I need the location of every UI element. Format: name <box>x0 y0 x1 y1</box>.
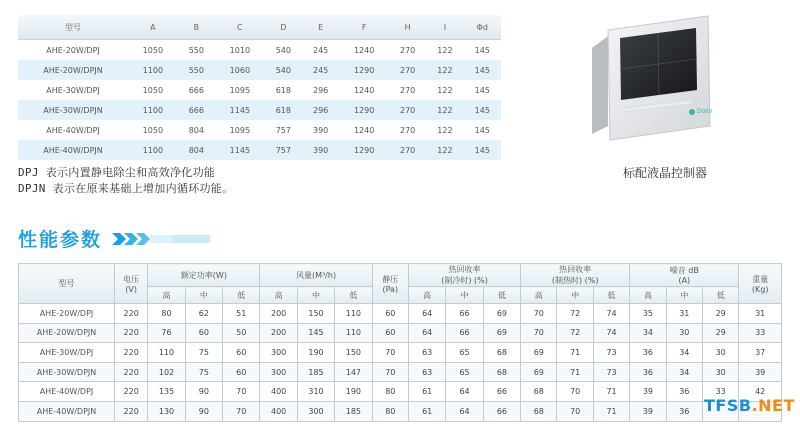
performance-value-cell: 70 <box>372 343 408 363</box>
performance-value-cell: 76 <box>148 323 185 343</box>
lcd-controller-image <box>580 8 730 148</box>
dimension-value-cell: 145 <box>464 100 501 120</box>
performance-table-body <box>19 304 782 422</box>
section-title: 性能参数 <box>18 229 103 251</box>
dim-header-a: A <box>128 15 178 40</box>
performance-value-cell: 75 <box>185 343 222 363</box>
device-caption: 标配液晶控制器 <box>623 166 708 180</box>
dimension-model-cell: AHE-40W/DPJN <box>18 140 128 160</box>
dimension-value-cell: 1290 <box>339 140 389 160</box>
dimension-value-cell: 270 <box>389 140 426 160</box>
performance-value-cell: 64 <box>446 401 483 421</box>
performance-value-cell: 200 <box>260 304 297 324</box>
dimension-value-cell: 1010 <box>215 40 265 61</box>
performance-model-cell: AHE-30W/DPJ <box>19 343 115 363</box>
performance-value-cell: 200 <box>260 323 297 343</box>
dimension-value-cell: 757 <box>265 140 302 160</box>
performance-value-cell: 68 <box>521 382 557 402</box>
performance-model-cell: AHE-30W/DPJN <box>19 362 115 382</box>
static-pressure-label: 静压 <box>382 274 399 284</box>
performance-value-cell: 185 <box>335 401 372 421</box>
performance-value-cell: 63 <box>408 362 445 382</box>
performance-value-cell: 66 <box>483 401 520 421</box>
performance-value-cell: 39 <box>630 382 666 402</box>
dimension-value-cell: 540 <box>265 40 302 61</box>
dimension-value-cell: 1050 <box>128 120 178 140</box>
dimension-row <box>18 40 501 61</box>
dimension-value-cell: 122 <box>426 40 463 61</box>
dimension-value-cell: 145 <box>464 120 501 140</box>
performance-value-cell: 300 <box>260 362 297 382</box>
heat-heat-label: 热回收率 <box>559 265 592 274</box>
dim-header-b: B <box>178 15 215 40</box>
performance-value-cell: 150 <box>335 343 372 363</box>
performance-value-cell: 62 <box>185 304 222 324</box>
dimension-value-cell: 1290 <box>339 100 389 120</box>
dimension-header-row <box>18 15 501 40</box>
dimension-value-cell: 270 <box>389 40 426 61</box>
performance-value-cell: 70 <box>372 362 408 382</box>
dimension-table <box>18 15 501 160</box>
performance-value-cell: 220 <box>114 401 147 421</box>
performance-value-cell: 80 <box>372 382 408 402</box>
performance-value-cell: 37 <box>739 343 782 363</box>
performance-value-cell: 42 <box>739 382 782 402</box>
heat-heat-low: 低 <box>593 287 629 304</box>
dim-header-c: C <box>215 15 265 40</box>
performance-value-cell: 60 <box>223 343 260 363</box>
note-dpjn: DPJN 表示在原来基础上增加内循环功能。 <box>18 182 234 195</box>
dim-header-d: D <box>265 15 302 40</box>
performance-value-cell: 30 <box>703 343 739 363</box>
performance-model-cell: AHE-40W/DPJN <box>19 401 115 421</box>
perf-header-power: 额定功率(W) <box>148 264 260 287</box>
performance-value-cell: 64 <box>408 323 445 343</box>
performance-model-cell: AHE-20W/DPJN <box>19 323 115 343</box>
dimension-model-cell: AHE-30W/DPJN <box>18 100 128 120</box>
performance-model-cell: AHE-40W/DPJ <box>19 382 115 402</box>
dim-header-f: F <box>339 15 389 40</box>
performance-value-cell: 51 <box>223 304 260 324</box>
perf-header-heat-cool <box>408 264 520 287</box>
performance-value-cell: 220 <box>114 362 147 382</box>
performance-value-cell: 69 <box>521 362 557 382</box>
dimension-value-cell: 245 <box>302 40 339 61</box>
dimension-value-cell: 1095 <box>215 80 265 100</box>
performance-value-cell: 36 <box>666 401 702 421</box>
dimension-value-cell: 540 <box>265 60 302 80</box>
dimension-value-cell: 550 <box>178 40 215 61</box>
dim-header-e: E <box>302 15 339 40</box>
dimension-row <box>18 60 501 80</box>
heat-heat-high: 高 <box>521 287 557 304</box>
dimension-value-cell: 550 <box>178 60 215 80</box>
performance-value-cell: 60 <box>372 304 408 324</box>
performance-value-cell: 220 <box>114 343 147 363</box>
noise-label: 噪音 dB <box>669 266 699 275</box>
performance-value-cell: 400 <box>260 382 297 402</box>
dimension-value-cell: 757 <box>265 120 302 140</box>
performance-value-cell: 66 <box>446 304 483 324</box>
performance-value-cell: 66 <box>446 323 483 343</box>
watermark-part-2: .NET <box>751 396 795 415</box>
performance-value-cell: 61 <box>408 401 445 421</box>
dimension-value-cell: 270 <box>389 120 426 140</box>
perf-header-voltage <box>114 264 147 304</box>
dimension-value-cell: 270 <box>389 100 426 120</box>
dimension-value-cell: 122 <box>426 140 463 160</box>
dimension-value-cell: 145 <box>464 40 501 61</box>
performance-value-cell: 71 <box>557 343 593 363</box>
performance-value-cell: 310 <box>297 382 334 402</box>
performance-value-cell: 220 <box>114 382 147 402</box>
performance-value-cell: 30 <box>666 323 702 343</box>
performance-value-cell: 75 <box>185 362 222 382</box>
performance-value-cell: 90 <box>185 401 222 421</box>
dimension-value-cell: 1100 <box>128 100 178 120</box>
static-pressure-unit: (Pa) <box>382 284 399 294</box>
performance-value-cell: 68 <box>521 401 557 421</box>
performance-value-cell: 300 <box>297 401 334 421</box>
performance-value-cell: 72 <box>557 304 593 324</box>
performance-row <box>19 362 782 382</box>
performance-value-cell: 72 <box>557 323 593 343</box>
dimension-model-cell: AHE-40W/DPJ <box>18 120 128 140</box>
performance-value-cell: 147 <box>335 362 372 382</box>
voltage-label: 电压 <box>123 274 140 284</box>
performance-value-cell: 70 <box>557 401 593 421</box>
performance-value-cell: 300 <box>260 343 297 363</box>
performance-value-cell: 71 <box>557 362 593 382</box>
performance-value-cell: 74 <box>593 323 629 343</box>
weight-unit: (Kg) <box>751 284 769 294</box>
dimension-value-cell: 1100 <box>128 60 178 80</box>
dimension-model-cell: AHE-20W/DPJ <box>18 40 128 61</box>
heat-cool-low: 低 <box>483 287 520 304</box>
performance-value-cell: 69 <box>483 323 520 343</box>
performance-row <box>19 304 782 324</box>
performance-value-cell: 70 <box>521 304 557 324</box>
dimension-row <box>18 100 501 120</box>
dimension-value-cell: 296 <box>302 80 339 100</box>
heat-cool-high: 高 <box>408 287 445 304</box>
performance-value-cell: 33 <box>739 323 782 343</box>
performance-value-cell: 39 <box>739 362 782 382</box>
model-notes <box>18 165 233 197</box>
performance-value-cell: 34 <box>666 362 702 382</box>
dimension-value-cell: 122 <box>426 120 463 140</box>
performance-row <box>19 382 782 402</box>
performance-value-cell: 110 <box>335 304 372 324</box>
dimension-value-cell: 122 <box>426 80 463 100</box>
noise-low: 低 <box>703 287 739 304</box>
performance-value-cell: 50 <box>223 323 260 343</box>
dimension-value-cell: 1060 <box>215 60 265 80</box>
performance-table <box>18 263 782 422</box>
dimension-value-cell: 666 <box>178 80 215 100</box>
dimension-value-cell: 1050 <box>128 80 178 100</box>
dimension-value-cell: 1240 <box>339 120 389 140</box>
performance-value-cell: 400 <box>260 401 297 421</box>
dimension-value-cell: 1240 <box>339 40 389 61</box>
perf-header-noise <box>630 264 739 287</box>
performance-value-cell: 31 <box>666 304 702 324</box>
dimension-value-cell: 1100 <box>128 140 178 160</box>
performance-value-cell: 130 <box>148 401 185 421</box>
dim-header-phid: Φd <box>464 15 501 40</box>
performance-value-cell: 135 <box>148 382 185 402</box>
dimension-value-cell: 618 <box>265 80 302 100</box>
heat-heat-sub: (制热时) (%) <box>551 276 599 285</box>
power-high: 高 <box>148 287 185 304</box>
note-dpj: DPJ 表示内置静电除尘和高效净化功能 <box>18 166 216 179</box>
dim-header-h: H <box>389 15 426 40</box>
dimension-table-body <box>18 40 501 161</box>
perf-header-weight <box>739 264 782 304</box>
performance-value-cell: 220 <box>114 304 147 324</box>
performance-value-cell: 69 <box>483 304 520 324</box>
dimension-value-cell: 390 <box>302 140 339 160</box>
dimension-value-cell: 145 <box>464 80 501 100</box>
performance-value-cell: 63 <box>408 343 445 363</box>
weight-label: 重量 <box>752 274 769 284</box>
performance-value-cell: 190 <box>297 343 334 363</box>
performance-value-cell: 30 <box>703 362 739 382</box>
dimension-value-cell: 1240 <box>339 80 389 100</box>
perf-header-airflow: 风量(M³/h) <box>260 264 372 287</box>
performance-model-cell: AHE-20W/DPJ <box>19 304 115 324</box>
dimension-row <box>18 140 501 160</box>
performance-value-cell: 70 <box>223 401 260 421</box>
performance-value-cell: 31 <box>739 304 782 324</box>
dimension-value-cell: 1145 <box>215 140 265 160</box>
performance-value-cell: 29 <box>703 323 739 343</box>
performance-value-cell: 68 <box>483 343 520 363</box>
performance-value-cell: 34 <box>666 343 702 363</box>
dimension-model-cell: AHE-20W/DPJN <box>18 60 128 80</box>
performance-value-cell: 74 <box>593 304 629 324</box>
performance-value-cell: 70 <box>521 323 557 343</box>
performance-value-cell: 66 <box>483 382 520 402</box>
performance-value-cell: 70 <box>223 382 260 402</box>
performance-value-cell: 35 <box>630 304 666 324</box>
performance-value-cell: 68 <box>483 362 520 382</box>
performance-value-cell: 110 <box>335 323 372 343</box>
performance-value-cell: 64 <box>446 382 483 402</box>
perf-header-model: 型号 <box>19 264 115 304</box>
performance-value-cell: 71 <box>593 401 629 421</box>
airflow-mid: 中 <box>297 287 334 304</box>
performance-row <box>19 401 782 421</box>
performance-value-cell: 102 <box>148 362 185 382</box>
power-low: 低 <box>223 287 260 304</box>
performance-value-cell: 36 <box>630 343 666 363</box>
performance-value-cell: 71 <box>593 382 629 402</box>
noise-unit: (A) <box>678 276 691 285</box>
device-logo: Dolin <box>697 108 713 115</box>
dimension-value-cell: 1145 <box>215 100 265 120</box>
performance-value-cell: 185 <box>297 362 334 382</box>
performance-value-cell: 220 <box>114 323 147 343</box>
site-watermark <box>704 396 795 415</box>
dimension-value-cell: 245 <box>302 60 339 80</box>
dim-header-i: I <box>426 15 463 40</box>
watermark-part-1: TFSB <box>704 396 752 415</box>
dimension-value-cell: 1095 <box>215 120 265 140</box>
performance-value-cell: 70 <box>557 382 593 402</box>
noise-high: 高 <box>630 287 666 304</box>
voltage-unit: (V) <box>125 284 138 294</box>
performance-value-cell: 69 <box>521 343 557 363</box>
dimension-model-cell: AHE-30W/DPJ <box>18 80 128 100</box>
performance-value-cell: 36 <box>666 382 702 402</box>
title-arrow-decoration <box>112 232 212 246</box>
performance-value-cell: 61 <box>408 382 445 402</box>
dimension-value-cell: 122 <box>426 60 463 80</box>
heat-cool-label: 热回收率 <box>448 265 481 274</box>
performance-value-cell: 36 <box>630 362 666 382</box>
airflow-low: 低 <box>335 287 372 304</box>
performance-value-cell: 190 <box>335 382 372 402</box>
dimension-value-cell: 804 <box>178 140 215 160</box>
performance-value-cell: 80 <box>372 401 408 421</box>
performance-value-cell: 90 <box>185 382 222 402</box>
noise-mid: 中 <box>666 287 702 304</box>
performance-value-cell: 73 <box>593 343 629 363</box>
performance-value-cell: 65 <box>446 362 483 382</box>
performance-value-cell: 65 <box>446 343 483 363</box>
dimension-value-cell: 618 <box>265 100 302 120</box>
performance-value-cell: 39 <box>630 401 666 421</box>
dimension-value-cell: 1290 <box>339 60 389 80</box>
performance-value-cell: 60 <box>372 323 408 343</box>
performance-value-cell: 29 <box>703 304 739 324</box>
performance-value-cell: 110 <box>148 343 185 363</box>
perf-header-static-pressure <box>372 264 408 304</box>
performance-value-cell: 60 <box>223 362 260 382</box>
dimension-value-cell: 270 <box>389 80 426 100</box>
dimension-value-cell: 145 <box>464 60 501 80</box>
dimension-value-cell: 122 <box>426 100 463 120</box>
dim-header-model: 型号 <box>18 15 128 40</box>
perf-header-row-1 <box>19 264 782 287</box>
dimension-value-cell: 666 <box>178 100 215 120</box>
performance-value-cell: 150 <box>297 304 334 324</box>
dimension-value-cell: 1050 <box>128 40 178 61</box>
dimension-value-cell: 804 <box>178 120 215 140</box>
heat-cool-mid: 中 <box>446 287 483 304</box>
performance-value-cell: 80 <box>148 304 185 324</box>
heat-heat-mid: 中 <box>557 287 593 304</box>
power-mid: 中 <box>185 287 222 304</box>
heat-cool-sub: (制冷时) (%) <box>441 276 488 285</box>
performance-value-cell: 145 <box>297 323 334 343</box>
dimension-value-cell: 270 <box>389 60 426 80</box>
performance-value-cell: 60 <box>185 323 222 343</box>
dimension-value-cell: 296 <box>302 100 339 120</box>
performance-value-cell: 64 <box>408 304 445 324</box>
performance-row <box>19 323 782 343</box>
dimension-row <box>18 120 501 140</box>
perf-header-heat-heat <box>521 264 630 287</box>
dimension-value-cell: 145 <box>464 140 501 160</box>
performance-value-cell: 73 <box>593 362 629 382</box>
performance-value-cell: 34 <box>630 323 666 343</box>
performance-row <box>19 343 782 363</box>
performance-value-cell: 33 <box>703 382 739 402</box>
airflow-high: 高 <box>260 287 297 304</box>
dimension-row <box>18 80 501 100</box>
dimension-value-cell: 390 <box>302 120 339 140</box>
